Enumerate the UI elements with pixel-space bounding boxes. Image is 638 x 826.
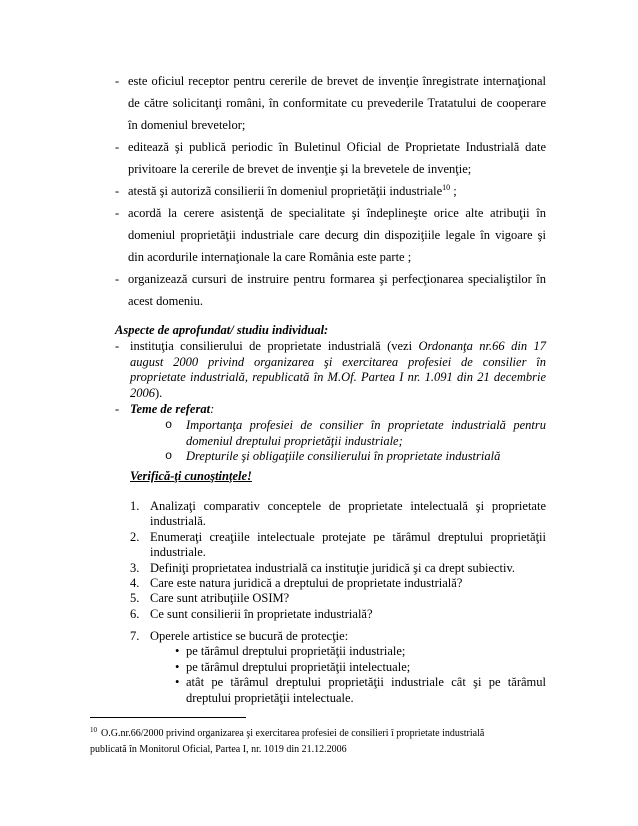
duty-item bbox=[0, 202, 638, 268]
question-7 bbox=[0, 629, 638, 706]
study-reference-line: august 2000 privind organizarea şi exercitarea profesiei de consilier în bbox=[130, 354, 546, 369]
question-item bbox=[0, 561, 638, 576]
question-line: Enumeraţi creaţiile intelectuale protejate pe tărâmul dreptului proprietăţii bbox=[150, 529, 546, 544]
dash-marker: - bbox=[115, 272, 120, 286]
footnote-number: 10 bbox=[90, 725, 97, 734]
duty-line: editează şi publică periodic în Buletinul Oficial de Proprietate Industrială date bbox=[128, 140, 546, 154]
report-topic-line: Drepturile şi obligaţiile consilierului în proprietate industrială bbox=[186, 449, 501, 464]
answer-option bbox=[0, 644, 638, 659]
self-check-heading: Verifică-ţi cunoştinţele! bbox=[130, 469, 252, 483]
study-reference-line bbox=[130, 386, 546, 402]
report-topic-line: domeniul dreptului proprietăţii industriale; bbox=[186, 433, 403, 448]
question-item bbox=[0, 591, 638, 606]
footnote-reference: 10 bbox=[442, 182, 451, 192]
duty-line: de către solicitanţi români, în conformitate cu prevederile Tratatului de cooperare bbox=[128, 96, 546, 110]
reference-plain-text: instituţia consilierului de proprietate industrială (vezi bbox=[130, 338, 419, 353]
duty-text-tail: ; bbox=[450, 184, 457, 198]
question-number: 3. bbox=[130, 560, 140, 575]
bullet-marker: • bbox=[175, 675, 180, 690]
question-number: 2. bbox=[130, 529, 140, 544]
duty-item bbox=[0, 136, 638, 180]
dash-marker: - bbox=[115, 338, 120, 353]
duties-list bbox=[0, 70, 638, 312]
bullet-marker: • bbox=[175, 644, 180, 659]
answer-option-line: dreptului proprietăţii intelectuale. bbox=[186, 690, 354, 705]
question-item bbox=[0, 629, 638, 644]
report-topic bbox=[0, 418, 638, 450]
footnote-line: publicată în Monitorul Oficial, Partea I, nr. 1019 din 21.12.2006 bbox=[90, 744, 347, 755]
circle-bullet-marker: o bbox=[165, 449, 173, 464]
reference-italic-text: Ordonanţa nr.66 din 17 bbox=[418, 338, 546, 353]
question-line: industriale. bbox=[150, 545, 206, 560]
question-line: Care sunt atribuţiile OSIM? bbox=[150, 591, 290, 606]
circle-bullet-marker: o bbox=[165, 417, 173, 432]
reference-plain-text: ). bbox=[155, 386, 163, 401]
question-item bbox=[0, 499, 638, 530]
dash-marker: - bbox=[115, 140, 120, 154]
question-item bbox=[0, 530, 638, 561]
duty-line: acordă la cerere asistenţă de specialitate şi îndeplineşte orice alte atribuţii în bbox=[128, 206, 546, 220]
report-topic bbox=[0, 449, 638, 465]
footnote-line bbox=[90, 726, 484, 742]
duty-line: acest domeniu. bbox=[128, 294, 203, 308]
footnote-separator bbox=[90, 717, 246, 718]
duty-line: privitoare la cererile de brevet de invenţie şi la brevetele de invenţie; bbox=[128, 162, 472, 176]
individual-study-section bbox=[0, 323, 638, 465]
duty-line: din acordurile internaţionale la care România este parte ; bbox=[128, 250, 412, 264]
question-number: 5. bbox=[130, 591, 140, 606]
question-number: 6. bbox=[130, 606, 140, 621]
report-topics-item bbox=[0, 402, 638, 418]
question-line: Ce sunt consilierii în proprietate industrială? bbox=[150, 606, 373, 621]
duty-line: este oficiul receptor pentru cererile de brevet de invenţie înregistrate internaţional bbox=[128, 74, 546, 88]
study-reference-item bbox=[0, 339, 638, 402]
duty-text: atestă şi autorizã consilierii în domeniul proprietăţii industriale bbox=[128, 184, 443, 198]
answer-option-line: pe tărâmul dreptului proprietăţii intelectuale; bbox=[186, 659, 411, 674]
footnote-text: O.G.nr.66/2000 privind organizarea şi exercitarea profesiei de consilieri î proprietate industrială bbox=[101, 728, 485, 739]
question-line: Analizaţi comparativ conceptele de proprietate intelectuală şi proprietate bbox=[150, 499, 546, 513]
footnote bbox=[90, 726, 484, 758]
report-topics-colon: : bbox=[210, 401, 215, 416]
question-line: Care este natura juridică a dreptului de proprietate industrială? bbox=[150, 575, 463, 590]
answer-option bbox=[0, 660, 638, 675]
duty-line bbox=[128, 180, 546, 202]
bullet-marker: • bbox=[175, 659, 180, 674]
questions-list bbox=[0, 499, 638, 622]
duty-item bbox=[0, 70, 638, 136]
question-line: industrială. bbox=[150, 514, 206, 529]
question-number: 1. bbox=[130, 499, 140, 513]
duty-item bbox=[0, 268, 638, 312]
question-number: 4. bbox=[130, 575, 140, 590]
report-topic-line: Importanţa profesiei de consilier în proprietate industrială pentru bbox=[186, 417, 546, 432]
dash-marker: - bbox=[115, 74, 120, 88]
study-reference-line bbox=[130, 339, 546, 355]
question-item bbox=[0, 576, 638, 591]
answer-option-line: pe tărâmul dreptului proprietăţii industriale; bbox=[186, 644, 406, 659]
question-number: 7. bbox=[130, 629, 140, 643]
answer-option bbox=[0, 675, 638, 706]
question-item bbox=[0, 607, 638, 622]
duty-line: organizează cursuri de instruire pentru formarea şi perfecţionarea specialiştilor în bbox=[128, 272, 546, 286]
dash-marker: - bbox=[115, 206, 120, 220]
duty-line: domeniul proprietăţii industriale care decurg din dispoziţiile legale în vigoare şi bbox=[128, 228, 546, 242]
duty-item bbox=[0, 180, 638, 202]
question-line: Definiţi proprietatea industrială ca instituţie juridică şi ca drept subiectiv. bbox=[150, 560, 516, 575]
answer-option-line: atât pe tărâmul dreptului proprietăţii industriale cât şi pe tărâmul bbox=[186, 675, 546, 690]
report-topics-label bbox=[130, 402, 546, 418]
study-heading: Aspecte de aprofundat/ studiu individual: bbox=[115, 323, 329, 337]
report-topics-title: Teme de referat bbox=[130, 401, 211, 416]
dash-marker: - bbox=[115, 184, 120, 198]
duty-line: în domeniul brevetelor; bbox=[128, 118, 246, 132]
reference-italic-text: 2006 bbox=[130, 386, 155, 401]
question-line: Operele artistice se bucură de protecţie: bbox=[150, 629, 349, 643]
dash-marker: - bbox=[115, 401, 120, 416]
study-reference-line: proprietate industrială, republicată în M.Of. Partea I nr. 1.091 din 21 decembrie bbox=[130, 370, 546, 385]
